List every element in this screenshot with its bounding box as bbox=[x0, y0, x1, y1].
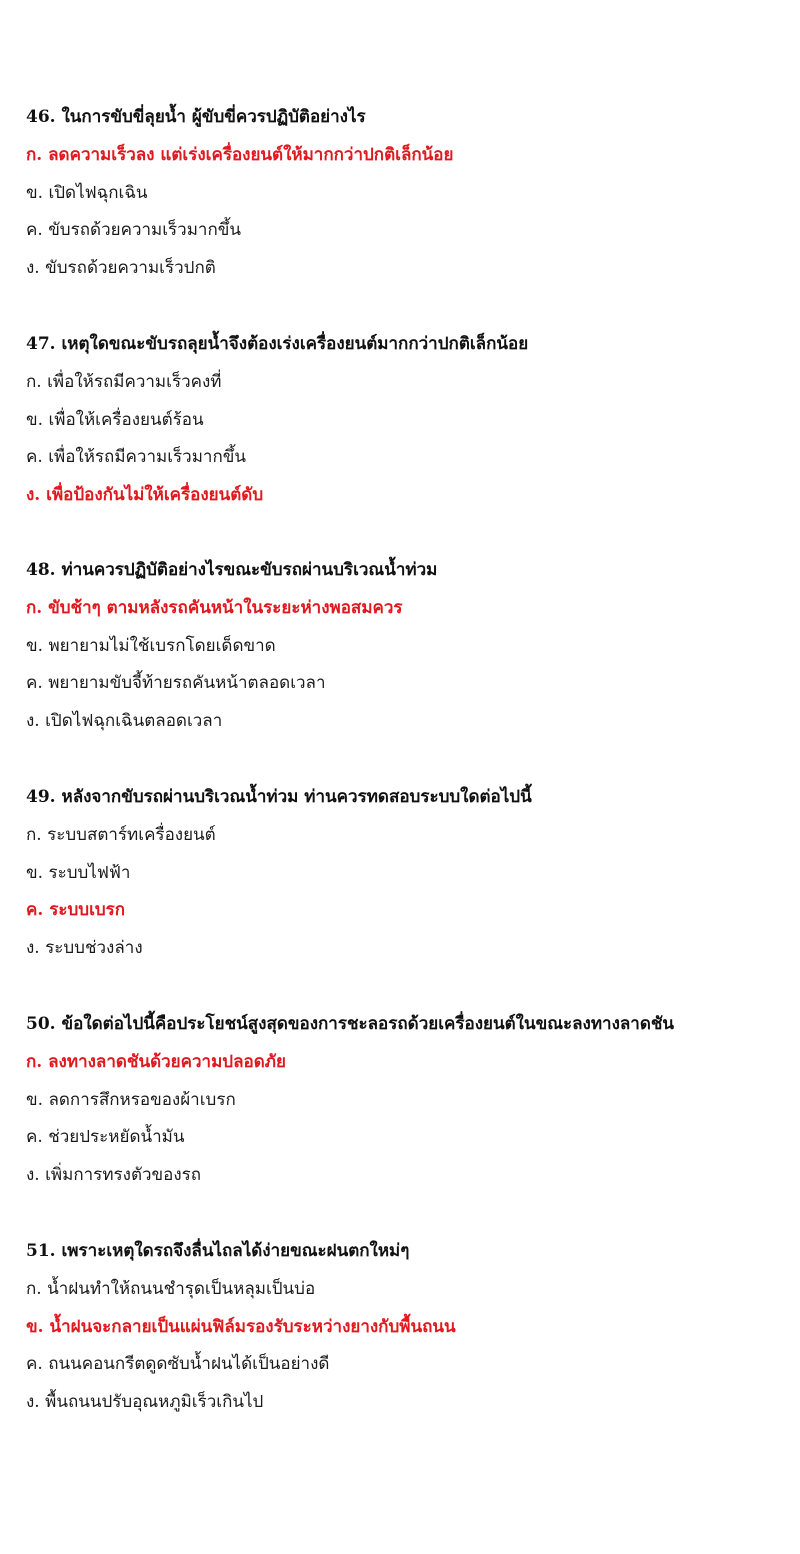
choice-label: ง. bbox=[26, 711, 40, 732]
choice-label: ง. bbox=[26, 485, 41, 506]
question-50 bbox=[26, 1006, 786, 1195]
question-body: เพราะเหตุใดรถจึงลื่นไถลได้ง่ายขณะฝนตกใหม่ๆ bbox=[61, 1241, 410, 1261]
question-49 bbox=[26, 779, 786, 968]
choice bbox=[26, 439, 786, 477]
choice bbox=[26, 175, 786, 213]
question-number: 48. bbox=[26, 560, 56, 580]
choice-label: ก. bbox=[26, 144, 43, 165]
choice bbox=[26, 1082, 786, 1120]
choice-label: ก. bbox=[26, 824, 42, 845]
choice-label: ก. bbox=[26, 1278, 42, 1299]
question-number: 47. bbox=[26, 334, 56, 354]
choice-text: ลดความเร็วลง แต่เร่งเครื่องยนต์ให้มากกว่าปกติเล็กน้อย bbox=[48, 144, 454, 165]
choice bbox=[26, 1271, 786, 1309]
choice-text: เพื่อให้รถมีความเร็วมากขึ้น bbox=[48, 447, 246, 468]
choice-correct bbox=[26, 477, 786, 515]
choice-text: พยายามไม่ใช้เบรกโดยเด็ดขาด bbox=[48, 635, 276, 656]
choice-label: ง. bbox=[26, 258, 40, 279]
choice bbox=[26, 703, 786, 741]
choice-text: ระบบเบรก bbox=[49, 900, 126, 921]
question-text bbox=[26, 326, 786, 364]
choice bbox=[26, 817, 786, 855]
choice bbox=[26, 1119, 786, 1157]
choice-correct bbox=[26, 1309, 786, 1347]
choice-text: เปิดไฟฉุกเฉินตลอดเวลา bbox=[45, 711, 223, 732]
choice-text: ระบบสตาร์ทเครื่องยนต์ bbox=[47, 824, 216, 845]
choice-text: ลดการสึกหรอของผ้าเบรก bbox=[48, 1089, 236, 1110]
question-body: ข้อใดต่อไปนี้คือประโยชน์สูงสุดของการชะลอรถด้วยเครื่องยนต์ในขณะลงทางลาดชัน bbox=[61, 1014, 675, 1034]
choice-text: ขับรถด้วยความเร็วปกติ bbox=[45, 258, 216, 279]
choice bbox=[26, 1157, 786, 1195]
question-46 bbox=[26, 99, 786, 288]
choice-text: ช่วยประหยัดน้ำมัน bbox=[48, 1127, 185, 1148]
choice-correct bbox=[26, 590, 786, 628]
choice bbox=[26, 364, 786, 402]
choice-text: ลงทางลาดชันด้วยความปลอดภัย bbox=[48, 1051, 286, 1072]
question-text bbox=[26, 1006, 786, 1044]
choice-label: ง. bbox=[26, 938, 40, 959]
choice-label: ค. bbox=[26, 1354, 43, 1375]
question-body: ท่านควรปฏิบัติอย่างไรขณะขับรถผ่านบริเวณน้ำท่วม bbox=[61, 560, 438, 580]
choice-text: ระบบไฟฟ้า bbox=[48, 862, 131, 883]
choice-label: ค. bbox=[26, 900, 44, 921]
choice-correct bbox=[26, 1044, 786, 1082]
question-number: 50. bbox=[26, 1014, 56, 1034]
question-body: เหตุใดขณะขับรถลุยน้ำจึงต้องเร่งเครื่องยนต์มากกว่าปกติเล็กน้อย bbox=[61, 334, 529, 354]
choice-label: ข. bbox=[26, 409, 44, 430]
choice-text: น้ำฝนทำให้ถนนชำรุดเป็นหลุมเป็นบ่อ bbox=[47, 1278, 316, 1299]
choice bbox=[26, 930, 786, 968]
choice-label: ค. bbox=[26, 447, 43, 468]
question-48 bbox=[26, 552, 786, 741]
choice-text: เพื่อป้องกันไม่ให้เครื่องยนต์ดับ bbox=[46, 485, 264, 506]
choice-label: ค. bbox=[26, 220, 43, 241]
question-text bbox=[26, 99, 786, 137]
choice-label: ข. bbox=[26, 1089, 44, 1110]
choice-text: เพิ่มการทรงตัวของรถ bbox=[45, 1165, 202, 1186]
choice-label: ค. bbox=[26, 673, 43, 694]
question-text bbox=[26, 552, 786, 590]
question-text bbox=[26, 779, 786, 817]
choice-label: ข. bbox=[26, 182, 44, 203]
question-number: 51. bbox=[26, 1241, 56, 1261]
choice-text: ขับรถด้วยความเร็วมากขึ้น bbox=[48, 220, 242, 241]
choice-correct bbox=[26, 137, 786, 175]
choice-label: ข. bbox=[26, 1316, 44, 1337]
choice-label: ก. bbox=[26, 597, 43, 618]
choice bbox=[26, 628, 786, 666]
choice-label: ค. bbox=[26, 1127, 43, 1148]
choice-label: ข. bbox=[26, 862, 44, 883]
question-number: 49. bbox=[26, 787, 56, 807]
choice-text: พยายามขับจี้ท้ายรถคันหน้าตลอดเวลา bbox=[48, 673, 326, 694]
choice bbox=[26, 665, 786, 703]
choice-label: ก. bbox=[26, 1051, 43, 1072]
choice-text: ถนนคอนกรีตดูดซับน้ำฝนได้เป็นอย่างดี bbox=[48, 1354, 330, 1375]
choice bbox=[26, 212, 786, 250]
question-number: 46. bbox=[26, 107, 56, 127]
choice-label: ง. bbox=[26, 1165, 40, 1186]
question-body: หลังจากขับรถผ่านบริเวณน้ำท่วม ท่านควรทดสอบระบบใดต่อไปนี้ bbox=[61, 787, 532, 807]
choice bbox=[26, 1384, 786, 1422]
question-text bbox=[26, 1233, 786, 1271]
choice-text: เพื่อให้เครื่องยนต์ร้อน bbox=[48, 409, 204, 430]
choice-text: เพื่อให้รถมีความเร็วคงที่ bbox=[47, 371, 222, 392]
question-51 bbox=[26, 1233, 786, 1422]
choice-label: ก. bbox=[26, 371, 42, 392]
choice bbox=[26, 1346, 786, 1384]
question-body: ในการขับขี่ลุยน้ำ ผู้ขับขี่ควรปฏิบัติอย่างไร bbox=[61, 107, 366, 127]
choice-label: ข. bbox=[26, 635, 44, 656]
choice-label: ง. bbox=[26, 1392, 40, 1413]
choice-text: พื้นถนนปรับอุณหภูมิเร็วเกินไป bbox=[45, 1392, 264, 1413]
choice bbox=[26, 855, 786, 893]
question-47 bbox=[26, 326, 786, 515]
choice-text: ขับช้าๆ ตามหลังรถคันหน้าในระยะห่างพอสมควร bbox=[48, 597, 403, 618]
choice-correct bbox=[26, 892, 786, 930]
choice bbox=[26, 250, 786, 288]
choice-text: ระบบช่วงล่าง bbox=[45, 938, 143, 959]
choice-text: เปิดไฟฉุกเฉิน bbox=[48, 182, 148, 203]
choice-text: น้ำฝนจะกลายเป็นแผ่นฟิล์มรองรับระหว่างยางกับพื้นถนน bbox=[49, 1316, 456, 1337]
choice bbox=[26, 402, 786, 440]
